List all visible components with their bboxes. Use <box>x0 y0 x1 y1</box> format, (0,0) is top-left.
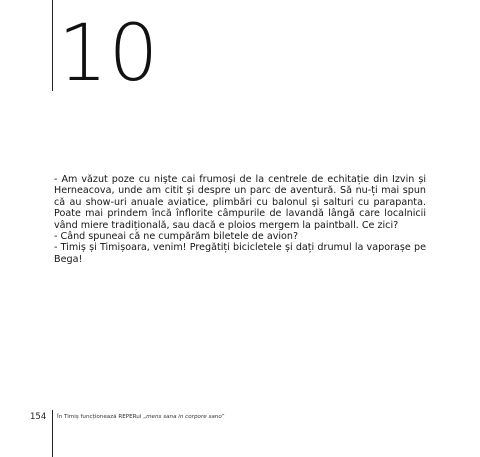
running-title-prefix: În Timiș funcționează REPERul „ <box>57 414 147 420</box>
paragraph-3: - Timiș și Timișoara, venim! Pregătiți bicicletele și dați drumul la vaporașe pe Bega! <box>54 242 426 265</box>
paragraph-1: - Am văzut poze cu niște cai frumoși de la centrele de echitație din Izvin și Herneacova, unde am citit și despre un parc de aventură. Să nu-ți mai spun că au show-uri anuale aviatice, plimbări cu balonul și salturi cu parapanta. Poate mai prindem încă înflorite câmpurile de lavandă lângă care localnicii vând miere tradițională, sau dacă e ploios mergem la paintball. Ce zici? <box>54 174 426 231</box>
running-title <box>57 414 225 420</box>
top-vertical-rule <box>52 0 53 91</box>
running-title-suffix: ” <box>221 414 225 420</box>
body-text <box>54 174 426 265</box>
chapter-number: 10 <box>58 9 160 99</box>
running-title-italic: mens sana in corpore sano <box>146 414 222 420</box>
paragraph-2: - Când spuneai că ne cumpărăm biletele de avion? <box>54 231 299 243</box>
footer-vertical-rule <box>52 410 53 457</box>
page-number: 154 <box>30 412 47 422</box>
page-footer <box>0 410 480 457</box>
